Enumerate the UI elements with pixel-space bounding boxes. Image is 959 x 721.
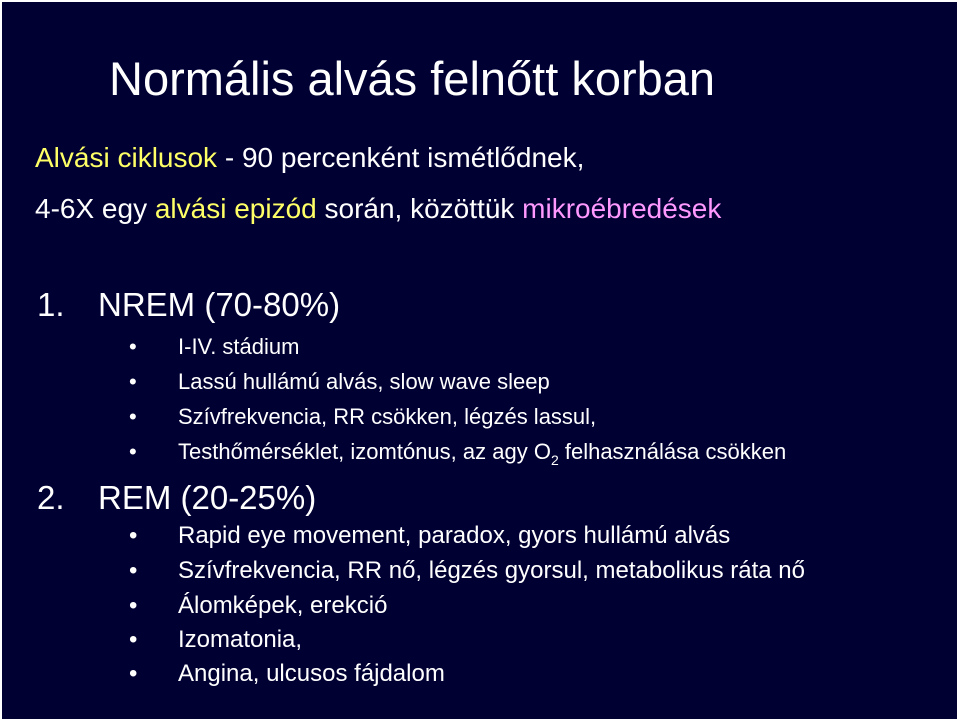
intro-line-episodes: [35, 192, 721, 226]
bullet-text: [178, 439, 787, 468]
bullet-text: Lassú hullámú alvás, slow wave sleep: [178, 369, 550, 394]
bullet-icon: •: [129, 439, 137, 464]
bullet-text-before: Testhőmérséklet, izomtónus, az agy O: [178, 439, 551, 464]
bullet-text: I-IV. stádium: [178, 334, 300, 359]
bullet-icon: •: [129, 592, 138, 619]
bullet-icon: •: [129, 557, 138, 584]
bullet-icon: •: [129, 369, 137, 394]
bullet-text: Angina, ulcusos fájdalom: [178, 660, 445, 687]
sleep-cycles-highlight: Alvási ciklusok: [35, 142, 218, 173]
bullet-text: Álomképek, erekció: [178, 592, 388, 619]
oxygen-subscript: 2: [550, 452, 559, 468]
section-number: 1.: [37, 286, 65, 323]
bullet-text: Szívfrekvencia, RR csökken, légzés lassul,: [178, 404, 597, 429]
intro-line-episodes-part2: során, közöttük: [316, 193, 523, 224]
section-title: NREM (70-80%): [98, 286, 341, 323]
section-title: REM (20-25%): [98, 479, 317, 516]
bullet-icon: •: [129, 404, 137, 429]
bullet-icon: •: [129, 626, 138, 653]
bullet-icon: •: [129, 334, 137, 359]
bullet-text-after: felhasználása csökken: [558, 439, 787, 464]
microarousals-highlight: mikroébredések: [522, 193, 722, 224]
intro-line-cycles: [35, 141, 584, 175]
bullet-icon: •: [129, 660, 138, 687]
sleep-episode-highlight: alvási epizód: [154, 193, 317, 224]
section-number: 2.: [37, 479, 65, 516]
slide: [2, 2, 957, 719]
intro-line-episodes-part1: 4-6X egy: [35, 193, 155, 224]
intro-line-cycles-text: - 90 percenként ismétlődnek,: [217, 142, 585, 173]
bullet-text: Rapid eye movement, paradox, gyors hullámú alvás: [178, 522, 731, 549]
slide-title: Normális alvás felnőtt korban: [109, 52, 716, 105]
bullet-icon: •: [129, 522, 138, 549]
bullet-text: Szívfrekvencia, RR nő, légzés gyorsul, metabolikus ráta nő: [178, 557, 805, 584]
bullet-text: Izomatonia,: [178, 626, 303, 653]
